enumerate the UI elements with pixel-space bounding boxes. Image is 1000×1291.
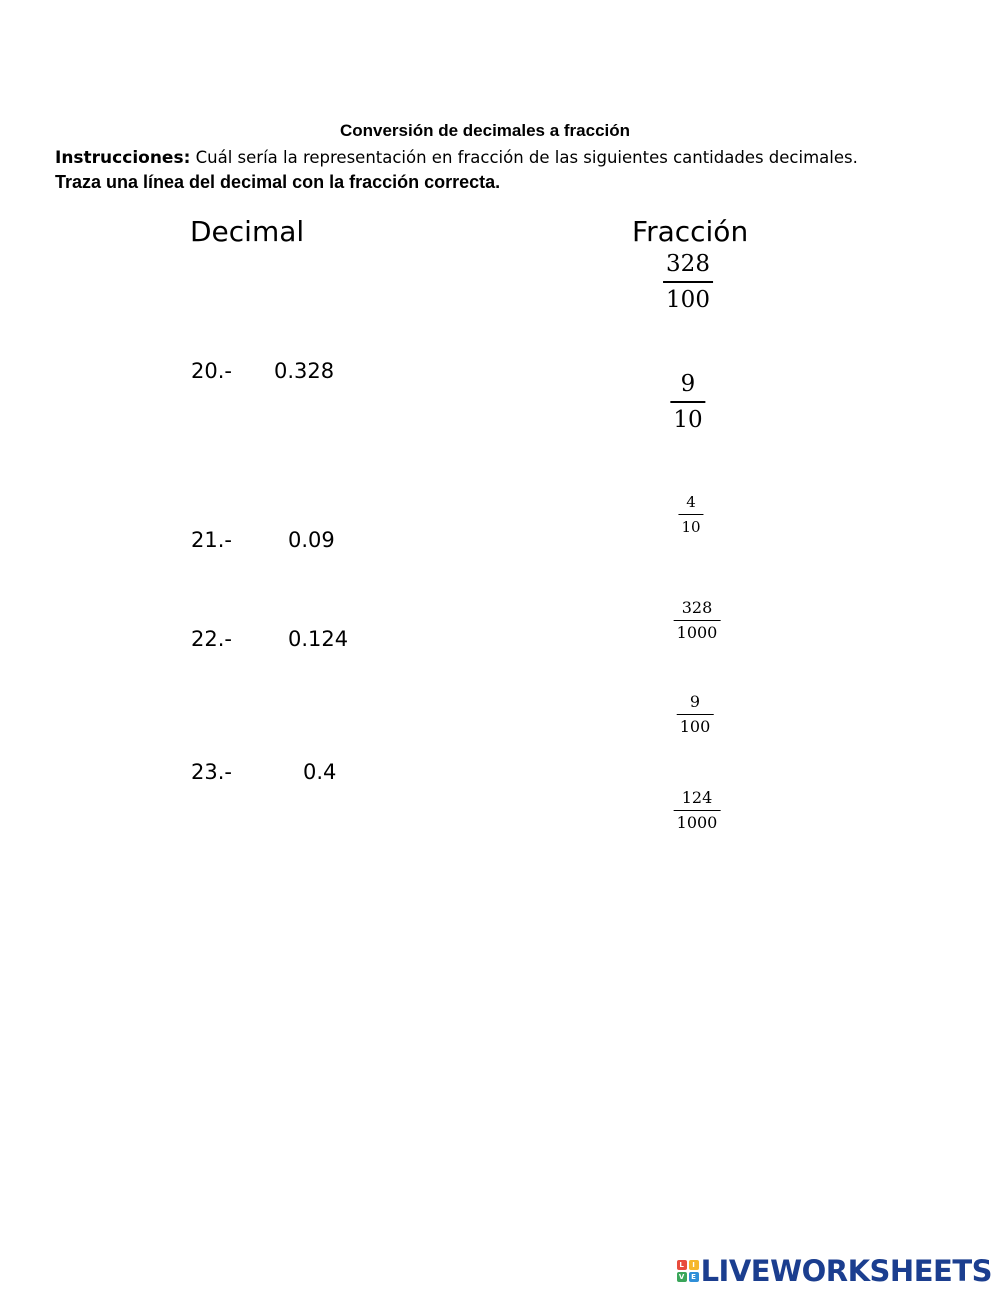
logo-square: V xyxy=(677,1272,687,1282)
numerator: 9 xyxy=(680,371,696,397)
logo-square: I xyxy=(689,1260,699,1270)
fraction-option[interactable] xyxy=(674,786,721,835)
numerator: 9 xyxy=(689,692,701,711)
item-number: 21.- xyxy=(191,528,232,552)
worksheet-title: Conversión de decimales a fracción xyxy=(339,121,631,140)
numerator: 4 xyxy=(686,493,696,511)
decimal-value: 0.4 xyxy=(303,760,337,784)
denominator: 10 xyxy=(673,407,703,433)
denominator: 100 xyxy=(679,717,711,736)
brand-name: LIVEWORKSHEETS xyxy=(700,1254,992,1288)
item-number: 22.- xyxy=(191,627,232,651)
fraction-option[interactable] xyxy=(670,367,705,437)
liveworksheets-logo xyxy=(677,1254,992,1288)
instructions-line2: Traza una línea del decimal con la fracción correcta. xyxy=(55,172,501,192)
denominator: 1000 xyxy=(676,813,718,832)
instructions-text: Cuál sería la representación en fracción de las siguientes cantidades decimales. xyxy=(190,148,858,167)
fraction-option[interactable] xyxy=(674,596,721,645)
numerator: 328 xyxy=(666,251,710,277)
fraction-option[interactable] xyxy=(677,690,714,739)
instructions xyxy=(55,146,975,194)
decimal-value: 0.124 xyxy=(288,627,349,651)
fraction-option[interactable] xyxy=(663,247,713,317)
decimal-header: Decimal xyxy=(190,215,305,248)
item-number: 20.- xyxy=(191,359,232,383)
denominator: 100 xyxy=(666,287,710,313)
item-number: 23.- xyxy=(191,760,232,784)
denominator: 10 xyxy=(681,518,701,536)
logo-square: L xyxy=(677,1260,687,1270)
logo-square: E xyxy=(689,1272,699,1282)
instructions-label: Instrucciones: xyxy=(55,148,191,168)
numerator: 328 xyxy=(681,598,713,617)
logo-icon xyxy=(677,1260,699,1282)
fraction-option[interactable] xyxy=(678,490,703,539)
decimal-value: 0.09 xyxy=(288,528,335,552)
denominator: 1000 xyxy=(676,623,718,642)
numerator: 124 xyxy=(681,788,713,807)
fraction-header: Fracción xyxy=(632,215,749,248)
decimal-value: 0.328 xyxy=(274,359,335,383)
